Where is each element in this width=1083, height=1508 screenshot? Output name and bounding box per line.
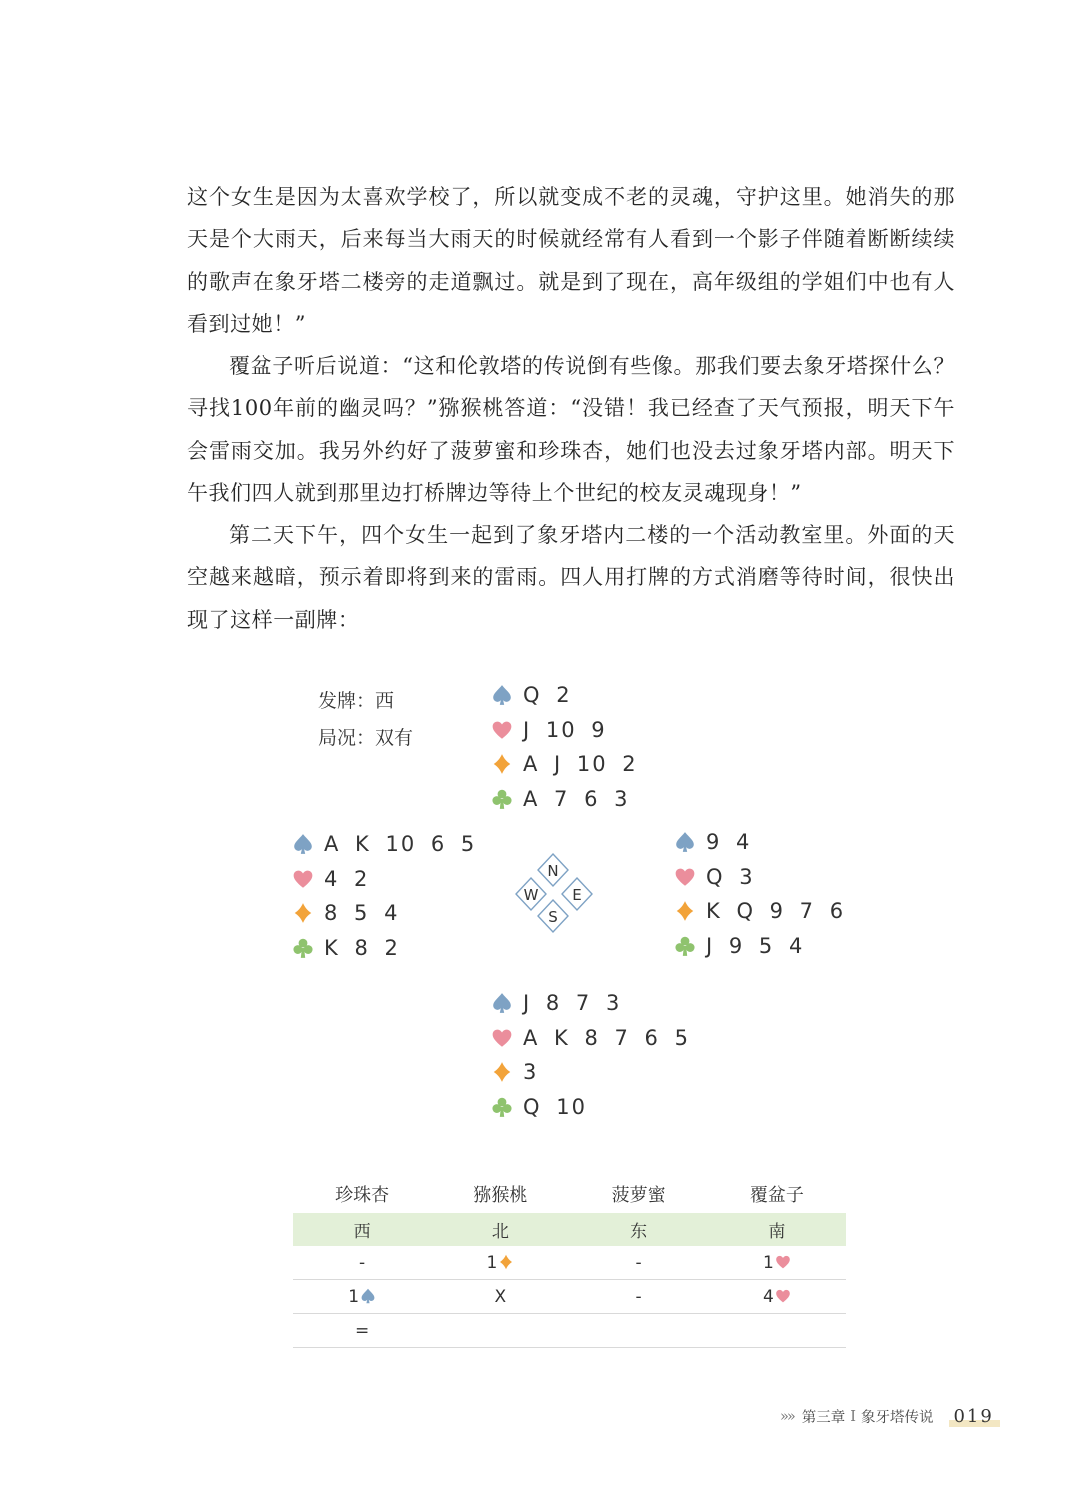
seat-cell: 东 [570, 1213, 708, 1246]
footer-section: 象牙塔传说 [860, 1410, 934, 1426]
north-diamonds [491, 747, 638, 782]
north-hand [491, 678, 638, 816]
compass-east-label: E [572, 886, 582, 904]
south-spades [491, 986, 690, 1021]
player-name: 珍珠杏 [335, 1184, 390, 1206]
dealer-label: 发牌：西 [318, 690, 395, 712]
west-spades [292, 827, 476, 862]
east-hearts-cards: Q 3 [706, 864, 755, 889]
footer-separator: I [850, 1408, 856, 1425]
bid-text: 1 [348, 1286, 360, 1307]
player-name: 菠萝蜜 [611, 1184, 666, 1206]
heart-icon [775, 1254, 791, 1270]
diamond-icon [491, 753, 513, 775]
bid-cell [708, 1280, 846, 1314]
heart-icon [775, 1288, 791, 1304]
diamond-icon [491, 1061, 513, 1083]
north-spades-cards: Q 2 [523, 683, 572, 708]
west-clubs [292, 931, 476, 966]
bid-cell [570, 1280, 708, 1314]
heart-icon [292, 868, 314, 890]
footer-chapter: 第三章 [801, 1410, 846, 1426]
south-hand [491, 986, 690, 1124]
south-diamonds-cards: 3 [523, 1060, 539, 1085]
north-hearts [491, 713, 638, 748]
east-spades [674, 825, 845, 860]
club-icon [491, 788, 513, 810]
paragraph-3: 第二天下午，四个女生一起到了象牙塔内二楼的一个活动教室里。外面的天空越来越暗，预示着即将到来的雷雨。四人用打牌的方式消磨等待时间，很快出现了这样一副牌： [187, 523, 955, 632]
club-icon [491, 1096, 513, 1118]
bid-cell [708, 1246, 846, 1280]
bid-text: - [359, 1252, 366, 1273]
east-diamonds [674, 894, 845, 929]
west-hearts [292, 862, 476, 897]
compass-north-label: N [547, 862, 559, 880]
bid-round-row [293, 1246, 846, 1280]
south-hearts [491, 1021, 690, 1056]
south-hearts-cards: A K 8 7 6 5 [523, 1025, 690, 1050]
seats-row [293, 1213, 846, 1246]
footer-arrows-icon: »» [780, 1408, 794, 1425]
bid-cell [431, 1280, 569, 1314]
spade-icon [491, 684, 513, 706]
west-hand [292, 827, 476, 965]
east-clubs [674, 929, 845, 964]
bid-cell [708, 1314, 846, 1348]
bid-cell [570, 1246, 708, 1280]
east-hearts [674, 860, 845, 895]
south-clubs [491, 1090, 690, 1125]
east-hand [674, 825, 845, 963]
east-diamonds-cards: K Q 9 7 6 [706, 899, 846, 924]
seat-cell: 北 [431, 1213, 569, 1246]
north-spades [491, 678, 638, 713]
heart-icon [491, 719, 513, 741]
bid-text: X [494, 1286, 507, 1307]
compass-diagram [505, 852, 601, 934]
player-names-row [293, 1174, 846, 1213]
vulnerability-label: 局况：双有 [318, 727, 414, 749]
diamond-icon [498, 1254, 514, 1270]
bid-cell [570, 1314, 708, 1348]
diamond-icon [292, 902, 314, 924]
north-clubs [491, 782, 638, 817]
west-diamonds [292, 896, 476, 931]
west-spades-cards: A K 10 6 5 [324, 832, 477, 857]
compass-west-label: W [523, 886, 539, 904]
player-name: 猕猴桃 [473, 1184, 528, 1206]
paragraph-1: 这个女生是因为太喜欢学校了，所以就变成不老的灵魂，守护这里。她消失的那天是个大雨天，后来每当大雨天的时候就经常有人看到一个影子伴随着断断续续的歌声在象牙塔二楼旁的走道飘过。就是到了现在，高年级组的学姐们中也有人看到过她！” [187, 185, 955, 336]
bid-cell [293, 1314, 431, 1348]
bidding-table [293, 1174, 846, 1348]
seat-cell: 南 [708, 1213, 846, 1246]
club-icon [674, 935, 696, 957]
bid-cell [431, 1246, 569, 1280]
bid-cell [431, 1314, 569, 1348]
bid-text: - [635, 1252, 642, 1273]
spade-icon [292, 833, 314, 855]
bid-text: 4 [762, 1286, 774, 1307]
bid-text: = [355, 1320, 370, 1341]
club-icon [292, 937, 314, 959]
compass-south-label: S [548, 908, 558, 926]
player-name: 覆盆子 [749, 1184, 804, 1206]
west-hearts-cards: 4 2 [324, 866, 370, 891]
heart-icon [491, 1027, 513, 1049]
north-hearts-cards: J 10 9 [523, 717, 607, 742]
bid-text: 1 [762, 1252, 774, 1273]
bid-text: 1 [486, 1252, 498, 1273]
bid-round-row [293, 1280, 846, 1314]
west-diamonds-cards: 8 5 4 [324, 901, 400, 926]
bid-cell [293, 1280, 431, 1314]
south-diamonds [491, 1055, 690, 1090]
south-spades-cards: J 8 7 3 [523, 991, 622, 1016]
bid-cell [293, 1246, 431, 1280]
west-clubs-cards: K 8 2 [324, 935, 400, 960]
east-clubs-cards: J 9 5 4 [706, 933, 805, 958]
spade-icon [491, 992, 513, 1014]
diamond-icon [674, 900, 696, 922]
bid-round-row [293, 1314, 846, 1348]
north-diamonds-cards: A J 10 2 [523, 752, 638, 777]
heart-icon [674, 866, 696, 888]
north-clubs-cards: A 7 6 3 [523, 786, 630, 811]
east-spades-cards: 9 4 [706, 830, 752, 855]
page-footer [780, 1406, 994, 1427]
spade-icon [674, 831, 696, 853]
south-clubs-cards: Q 10 [523, 1094, 587, 1119]
page-number: 019 [953, 1406, 994, 1427]
spade-icon [360, 1288, 376, 1304]
seat-cell: 西 [293, 1213, 431, 1246]
paragraph-2: 覆盆子听后说道：“这和伦敦塔的传说倒有些像。那我们要去象牙塔探什么？寻找100年前的幽灵吗？”猕猴桃答道：“没错！我已经查了天气预报，明天下午会雷雨交加。我另外约好了菠萝蜜和珍珠杏，她们也没去过象牙塔内部。明天下午我们四人就到那里边打桥牌边等待上个世纪的校友灵魂现身！” [187, 354, 955, 505]
bid-text: - [635, 1286, 642, 1307]
